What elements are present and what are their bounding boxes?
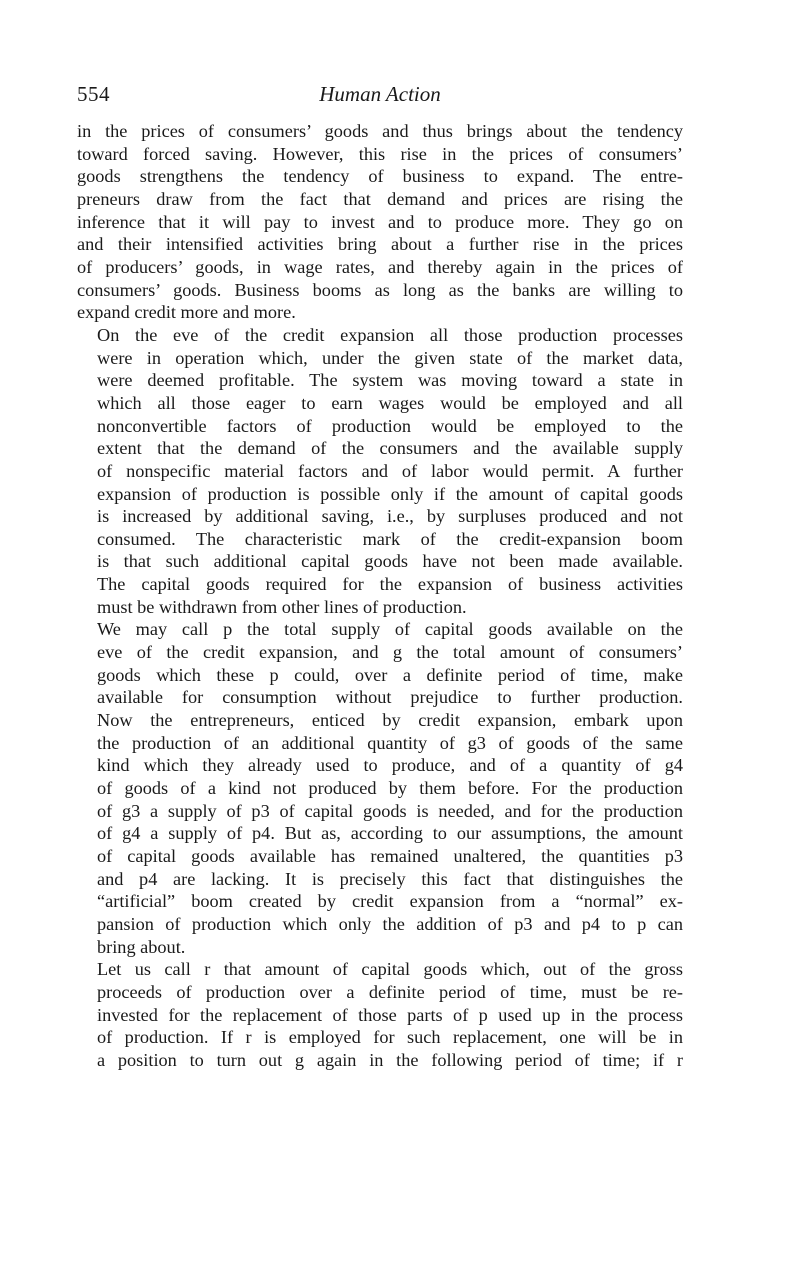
text-line: of nonspecific material factors and of labor would permit. A further — [97, 460, 683, 481]
text-line: goods which these p could, over a definite period of time, make — [97, 664, 683, 685]
text-line: and their intensified activities bring about a further rise in the prices — [77, 234, 683, 255]
text-line: of capital goods available has remained unaltered, the quantities p3 — [97, 846, 683, 866]
text-line: nonconvertible factors of production would be employed to the — [97, 415, 683, 436]
text-line: pansion of production which only the addition of p3 and p4 to p can — [97, 913, 683, 934]
paragraph-2 — [77, 324, 683, 619]
text-line: consumed. The characteristic mark of the credit-expansion boom — [97, 528, 683, 549]
body-text — [77, 120, 683, 1072]
text-line: Let us call r that amount of capital goods which, out of the gross — [97, 959, 683, 980]
text-line: were in operation which, under the given state of the market data, — [97, 347, 683, 368]
text-line: and p4 are lacking. It is precisely this fact that distinguishes the — [97, 868, 683, 889]
text-line: preneurs draw from the fact that demand and prices are rising the — [77, 188, 683, 209]
paragraph-3 — [77, 618, 683, 958]
text-line: goods strengthens the tendency of business to expand. The entre- — [77, 166, 683, 187]
text-line: The capital goods required for the expansion of business activities — [97, 574, 683, 595]
text-line: is increased by additional saving, i.e., by surpluses produced and not — [97, 506, 683, 527]
paragraph-4 — [77, 958, 683, 1071]
text-line: the production of an additional quantity of g3 of goods of the same — [97, 732, 683, 753]
text-line: expansion of production is possible only if the amount of capital goods — [97, 483, 683, 504]
text-line: of production. If r is employed for such replacement, one will be in — [97, 1027, 683, 1048]
text-line: were deemed profitable. The system was moving toward a state in — [97, 370, 683, 391]
text-line: is that such additional capital goods have not been made available. — [97, 551, 683, 572]
text-line: consumers’ goods. Business booms as long as the banks are willing to — [77, 279, 683, 300]
text-line: expand credit more and more. — [77, 302, 296, 323]
text-line: which all those eager to earn wages would be employed and all — [97, 392, 683, 413]
text-line: “artificial” boom created by credit expansion from a “normal” ex- — [97, 891, 683, 912]
text-line: proceeds of production over a definite period of time, must be re- — [97, 981, 683, 1002]
page-header — [77, 82, 683, 114]
running-title: Human Action — [319, 82, 441, 106]
text-line: Now the entrepreneurs, enticed by credit expansion, embark upon — [97, 710, 683, 731]
text-line: of producers’ goods, in wage rates, and thereby again in the prices of — [77, 256, 683, 277]
text-line: eve of the credit expansion, and g the total amount of consumers’ — [97, 642, 683, 663]
text-line: toward forced saving. However, this rise in the prices of consumers’ — [77, 143, 683, 164]
text-line: On the eve of the credit expansion all those production processes — [97, 324, 683, 345]
text-line: in the prices of consumers’ goods and thus brings about the tendency — [77, 121, 683, 141]
text-line: of g4 a supply of p4. But as, according to our assumptions, the amount — [97, 823, 683, 844]
text-line: extent that the demand of the consumers and the available supply — [97, 438, 683, 459]
text-line: available for consumption without prejudice to further production. — [97, 687, 683, 708]
text-line: bring about. — [97, 936, 186, 957]
text-line: invested for the replacement of those parts of p used up in the process — [97, 1004, 683, 1025]
page-number: 554 — [77, 82, 110, 106]
text-line: inference that it will pay to invest and to produce more. They go on — [77, 211, 683, 232]
text-line: must be withdrawn from other lines of production. — [97, 596, 467, 617]
text-line: of goods of a kind not produced by them before. For the production — [97, 778, 683, 799]
paragraph-1 — [77, 120, 683, 324]
text-line: We may call p the total supply of capital goods available on the — [97, 619, 683, 640]
text-line: of g3 a supply of p3 of capital goods is needed, and for the production — [97, 800, 683, 821]
text-line: kind which they already used to produce, and of a quantity of g4 — [97, 755, 683, 776]
text-line: a position to turn out g again in the following period of time; if r — [97, 1049, 683, 1070]
